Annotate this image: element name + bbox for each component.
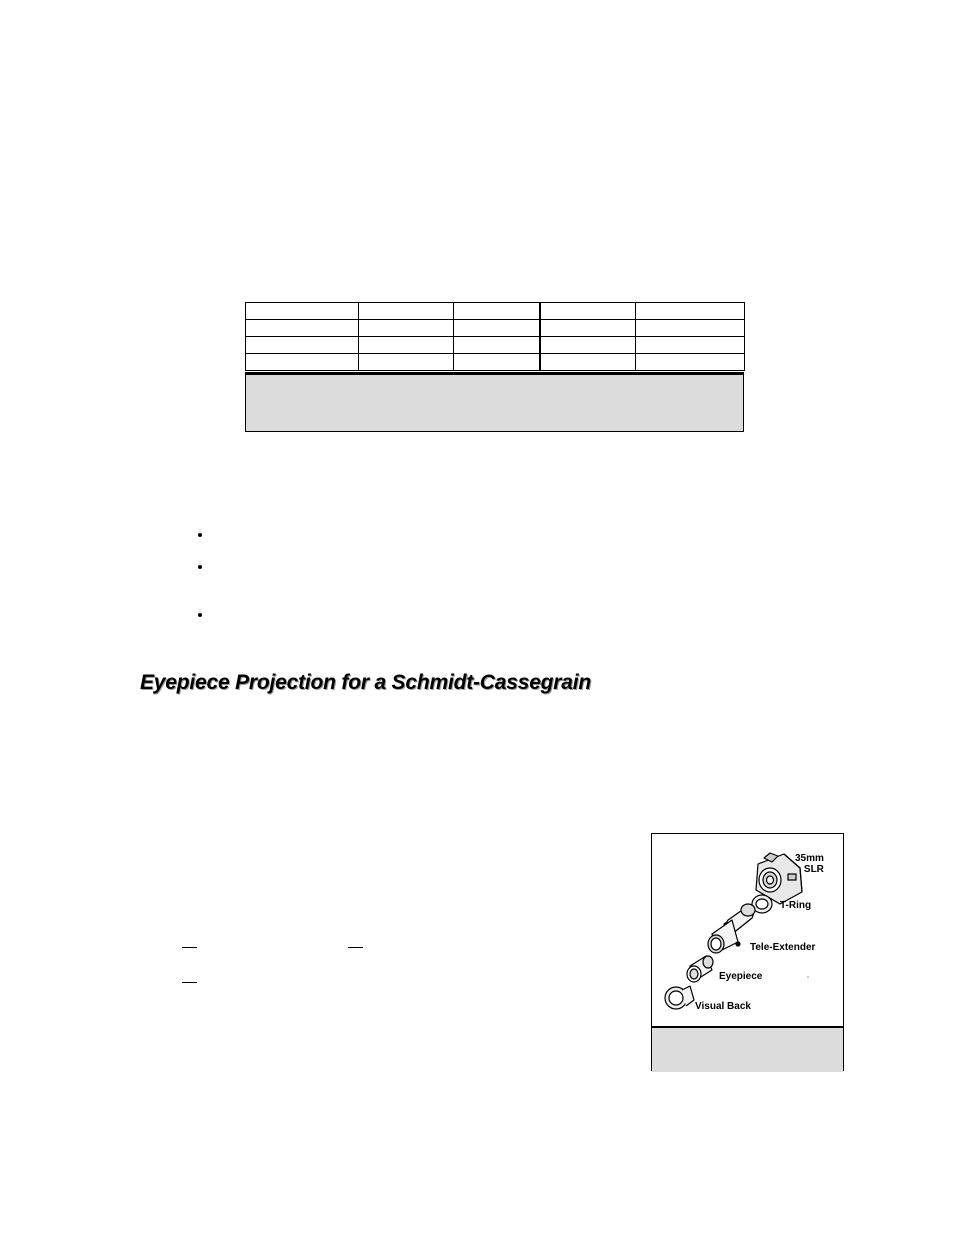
table-cell: [636, 303, 745, 320]
table-cell: [246, 303, 359, 320]
underline-mark: [182, 947, 197, 948]
table-row: [246, 303, 745, 320]
eyepiece-icon: [687, 956, 713, 982]
table-row: [246, 320, 745, 337]
table-cell: [359, 337, 454, 354]
table-cell: [246, 354, 359, 371]
table-cell: [246, 320, 359, 337]
table-caption-box: [245, 372, 744, 432]
dot-mark: [807, 976, 809, 978]
table-cell: [454, 354, 540, 371]
label-eyepiece: Eyepiece: [719, 971, 763, 982]
eyepiece-projection-figure: [651, 833, 844, 1071]
label-visual-back: Visual Back: [695, 1001, 751, 1012]
table-cell: [636, 354, 745, 371]
table-cell: [636, 320, 745, 337]
bullet-point: [197, 563, 205, 571]
label-camera: 35mm SLR: [795, 853, 824, 875]
table-cell: [540, 320, 636, 337]
table-cell: [540, 354, 636, 371]
underline-mark: [182, 982, 197, 983]
figure-caption-box: [652, 1026, 843, 1072]
table-cell: [246, 337, 359, 354]
bullet-point: [197, 531, 205, 539]
table-cell: [454, 320, 540, 337]
bullet-point: [197, 611, 205, 619]
table-row: [246, 354, 745, 371]
table-cell: [540, 337, 636, 354]
table-row: [246, 337, 745, 354]
table-cell: [454, 303, 540, 320]
underline-mark: [348, 947, 363, 948]
exposure-table: [245, 302, 745, 371]
table-cell: [454, 337, 540, 354]
table-cell: [359, 320, 454, 337]
table-cell: [540, 303, 636, 320]
table-cell: [636, 337, 745, 354]
table-cell: [359, 303, 454, 320]
label-tele-extender: Tele-Extender: [750, 942, 816, 953]
label-t-ring: T-Ring: [780, 900, 812, 911]
section-heading: Eyepiece Projection for a Schmidt-Cassegrain: [140, 671, 592, 694]
table-cell: [359, 354, 454, 371]
tele-extender-icon: [708, 904, 755, 953]
visual-back-icon: [665, 986, 694, 1009]
